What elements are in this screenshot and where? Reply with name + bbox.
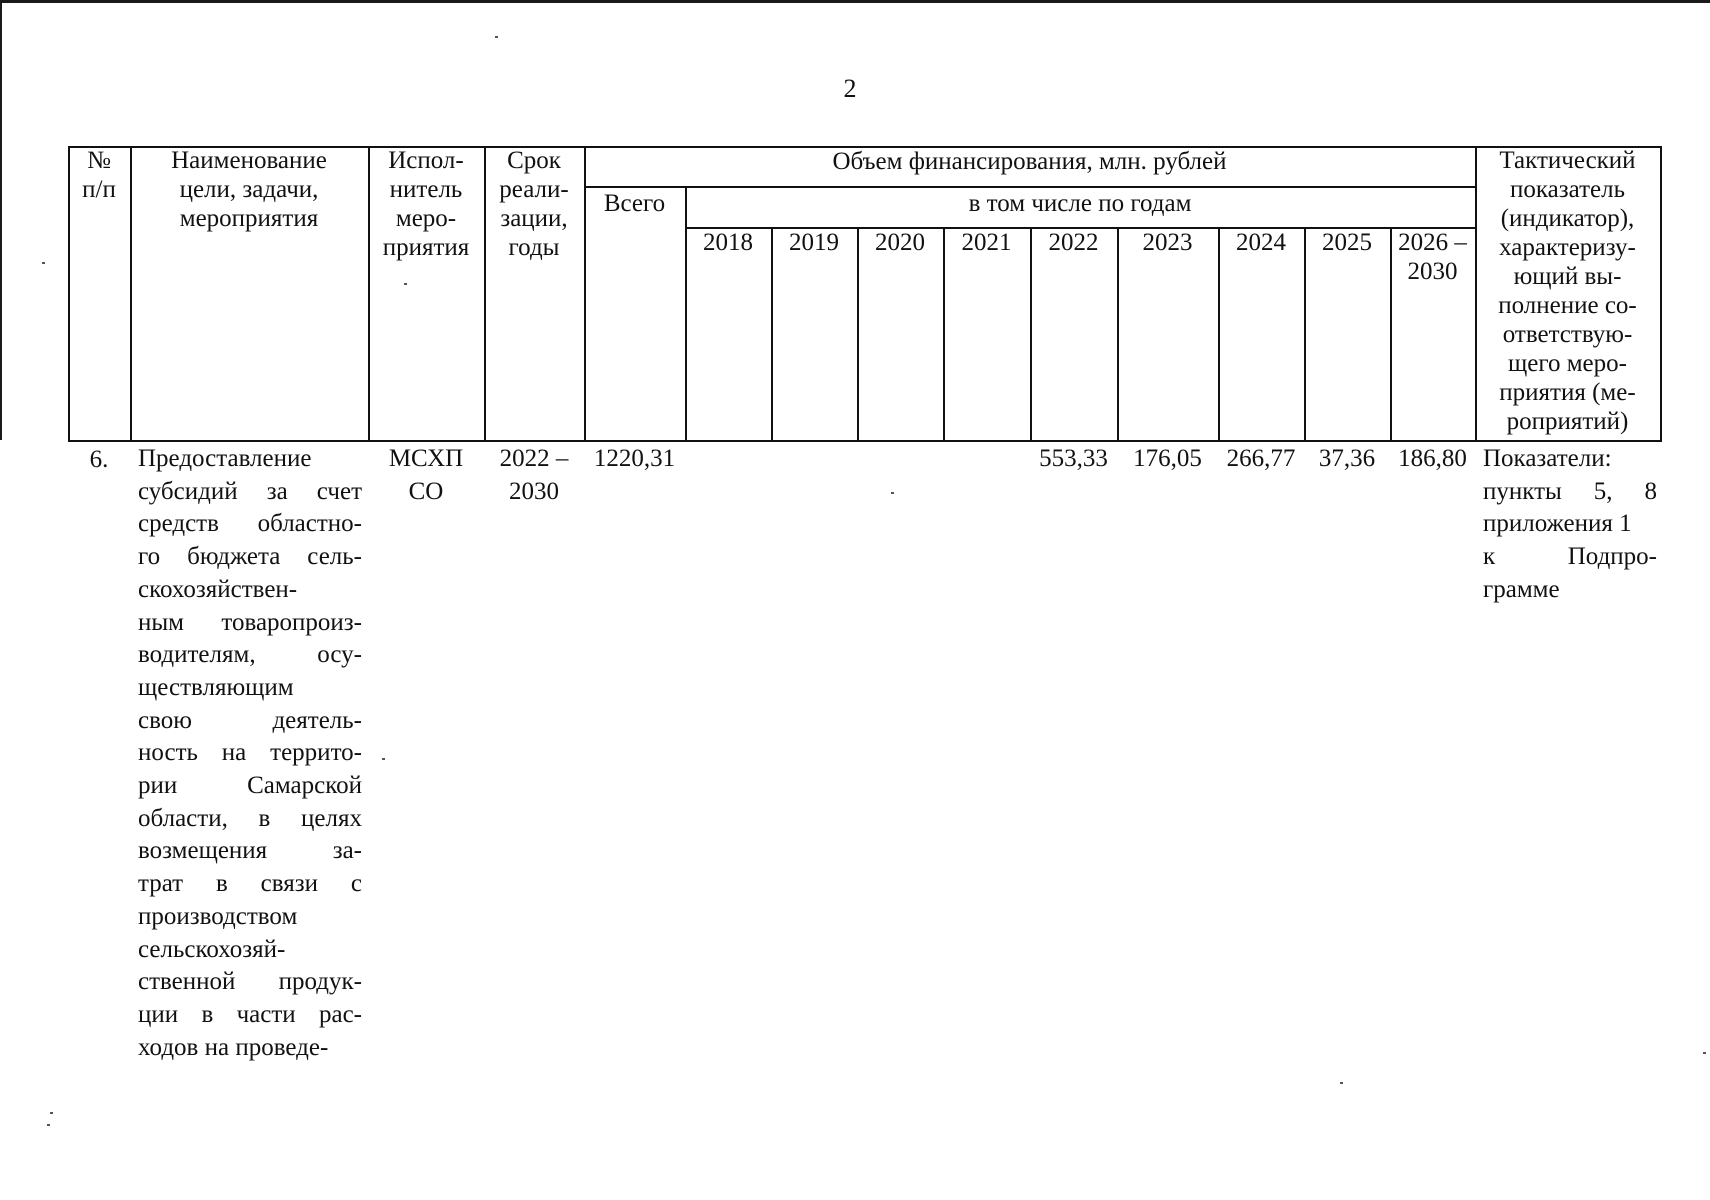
scan-speck bbox=[47, 1124, 50, 1126]
header-indicator bbox=[1475, 146, 1660, 436]
header-term-line: годы bbox=[508, 234, 560, 261]
scan-edge-left bbox=[0, 0, 2, 440]
row-executor-line: МСХП bbox=[388, 445, 464, 472]
header-year-range-line: 2026 – bbox=[1398, 229, 1467, 256]
header-indicator-line: ющий вы- bbox=[1513, 263, 1622, 290]
header-number bbox=[68, 146, 130, 204]
header-executor-line: Испол- bbox=[388, 147, 464, 174]
row-measure-name-line: водителям, осу- bbox=[138, 641, 362, 669]
header-term-line: Срок bbox=[507, 147, 561, 174]
scan-speck bbox=[42, 262, 45, 264]
row-year-value: 266,77 bbox=[1226, 445, 1296, 472]
row-measure-name-line: средств областно- bbox=[138, 510, 362, 538]
header-indicator-line: роприятий) bbox=[1506, 408, 1629, 435]
scan-speck bbox=[891, 492, 894, 494]
header-name bbox=[130, 146, 368, 233]
header-by-year: в том числе по годам bbox=[968, 190, 1192, 217]
row-measure-name-line: ции в части рас- bbox=[138, 1000, 362, 1028]
row-measure-name-line: свою деятель- bbox=[138, 706, 362, 734]
header-year: 2025 bbox=[1322, 229, 1372, 256]
scan-speck bbox=[404, 283, 407, 285]
row-indicator bbox=[1483, 443, 1657, 607]
header-total: Всего bbox=[603, 190, 666, 217]
row-indicator-line: к Подпро- bbox=[1483, 543, 1657, 571]
row-indicator-line: Показатели: bbox=[1483, 445, 1612, 472]
header-divider bbox=[584, 186, 1475, 188]
header-indicator-line: приятия (ме- bbox=[1499, 379, 1636, 406]
header-executor-line: нитель bbox=[389, 176, 463, 203]
row-measure-name-line: го бюджета сель- bbox=[138, 543, 362, 571]
row-measure-name-line: ность на террито- bbox=[138, 739, 362, 767]
header-funding-title: Объем финансирования, млн. рублей bbox=[832, 148, 1227, 175]
column-border bbox=[857, 227, 859, 442]
header-name-line: Наименование bbox=[171, 147, 327, 174]
scan-edge-top bbox=[0, 0, 1710, 3]
header-year: 2023 bbox=[1142, 229, 1193, 256]
header-number-line: № bbox=[87, 147, 111, 174]
row-executor bbox=[368, 443, 484, 508]
row-indicator-line: грамме bbox=[1483, 575, 1560, 603]
row-executor-line: СО bbox=[408, 477, 444, 505]
row-year-value: 37,36 bbox=[1318, 445, 1376, 472]
header-executor-line: меро- bbox=[395, 205, 457, 232]
row-year-value: 553,33 bbox=[1039, 445, 1108, 472]
header-year: 2018 bbox=[703, 229, 753, 256]
row-measure-name-line: возмещения за- bbox=[138, 837, 362, 865]
row-measure-name-line: ственной продук- bbox=[138, 968, 362, 996]
header-year: 2024 bbox=[1236, 229, 1286, 256]
header-term-line: зации, bbox=[500, 205, 568, 232]
column-border bbox=[1660, 146, 1662, 442]
header-number-line: п/п bbox=[82, 176, 116, 203]
scan-speck bbox=[1340, 1082, 1343, 1084]
scan-speck bbox=[495, 36, 498, 38]
header-name-line: мероприятия bbox=[179, 205, 319, 232]
header-indicator-line: Тактический bbox=[1499, 147, 1636, 174]
header-indicator-line: щего меро- bbox=[1508, 350, 1627, 377]
row-term-line: 2022 – bbox=[499, 445, 569, 472]
header-indicator-line: показатель bbox=[1510, 176, 1625, 203]
header-name-line: цели, задачи, bbox=[179, 176, 319, 203]
scan-speck bbox=[1703, 1052, 1706, 1054]
header-executor-line: приятия bbox=[382, 234, 470, 261]
row-measure-name-line: трат в связи с bbox=[138, 870, 362, 898]
column-border bbox=[1218, 227, 1220, 442]
row-measure-name-line: ходов на проведе- bbox=[138, 1033, 329, 1061]
row-year-value: 176,05 bbox=[1133, 445, 1202, 472]
header-indicator-line: ответствую- bbox=[1502, 321, 1633, 348]
row-indicator-line: приложения 1 bbox=[1483, 510, 1632, 538]
header-border-bottom bbox=[68, 440, 1660, 442]
header-year: 2021 bbox=[961, 229, 1012, 256]
row-number: 6. bbox=[89, 446, 109, 473]
row-measure-name-line: ществляющим bbox=[138, 673, 294, 701]
row-indicator-line: пункты 5, 8 bbox=[1483, 477, 1657, 505]
header-indicator-line: характеризу- bbox=[1499, 234, 1636, 261]
header-term bbox=[484, 146, 584, 262]
column-border bbox=[1030, 227, 1032, 442]
column-border bbox=[1117, 227, 1119, 442]
column-border bbox=[685, 186, 687, 442]
row-measure-name-line: сельскохозяй- bbox=[138, 935, 286, 963]
row-measure-name-line: рии Самарской bbox=[138, 772, 362, 800]
row-year-value: 186,80 bbox=[1398, 445, 1467, 472]
header-term-line: реали- bbox=[499, 176, 569, 203]
column-border bbox=[943, 227, 945, 442]
scan-speck bbox=[382, 758, 385, 760]
scan-speck bbox=[50, 1112, 53, 1114]
header-executor bbox=[368, 146, 484, 262]
row-measure-name-line: области, в целях bbox=[138, 804, 362, 832]
header-indicator-line: полнение со- bbox=[1498, 292, 1637, 319]
row-measure-name bbox=[138, 443, 362, 1064]
row-measure-name-line: Предоставление bbox=[138, 445, 312, 472]
page-number: 2 bbox=[843, 74, 857, 103]
header-year: 2022 bbox=[1048, 229, 1099, 256]
header-year: 2019 bbox=[789, 229, 839, 256]
header-year-range bbox=[1390, 228, 1475, 286]
header-year-range-line: 2030 bbox=[1407, 258, 1458, 285]
row-measure-name-line: скохозяйствен- bbox=[138, 575, 298, 603]
column-border bbox=[771, 227, 773, 442]
row-measure-name-line: субсидий за счет bbox=[138, 477, 362, 505]
row-term bbox=[484, 443, 584, 508]
row-total: 1220,31 bbox=[593, 445, 676, 472]
header-indicator-line: (индикатор), bbox=[1500, 205, 1635, 232]
row-measure-name-line: производством bbox=[138, 902, 298, 930]
row-term-line: 2030 bbox=[509, 477, 559, 505]
column-border bbox=[1304, 227, 1306, 442]
header-year: 2020 bbox=[875, 229, 925, 256]
row-measure-name-line: ным товаропроиз- bbox=[138, 608, 362, 636]
